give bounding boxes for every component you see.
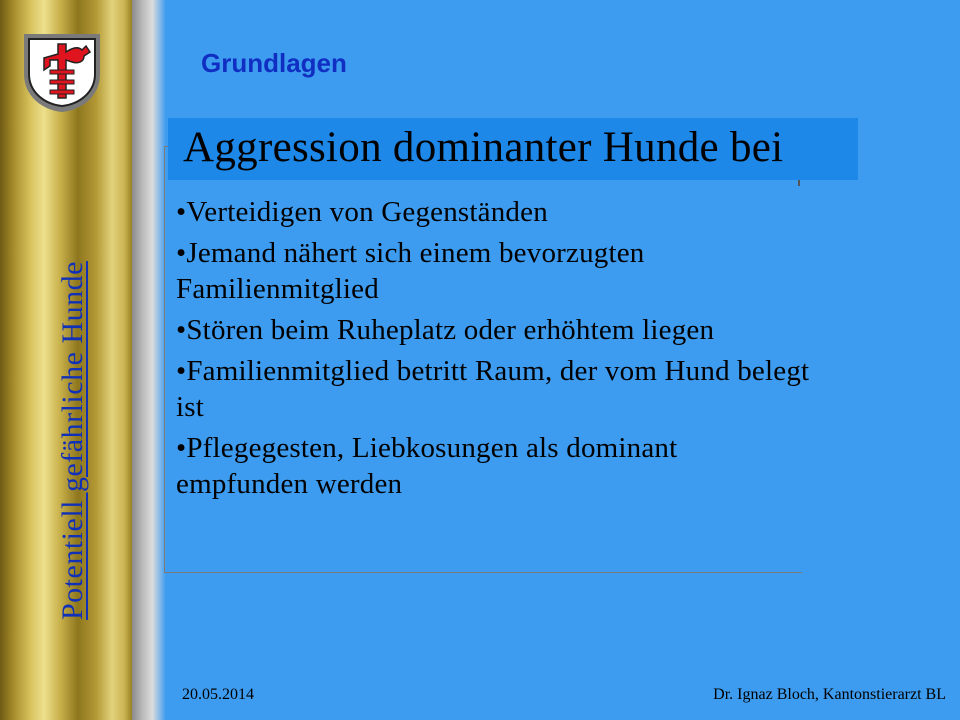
bullet-item: •Jemand nähert sich einem bevorzugten Familienmitglied [176, 237, 645, 305]
footer-author: Dr. Ignaz Bloch, Kantonstierarzt BL [713, 686, 946, 703]
footer-date: 20.05.2014 [182, 686, 254, 703]
bullet-item: •Verteidigen von Gegenständen [176, 196, 548, 228]
bullet-item: •Pflegegesten, Liebkosungen als dominant empfunden werden [176, 432, 678, 500]
bullet-list [176, 194, 816, 507]
slide-heading: Aggression dominanter Hunde bei [183, 124, 784, 171]
coat-of-arms-icon [20, 30, 104, 114]
vertical-presentation-title: Potentiell gefährliche Hunde [56, 261, 89, 620]
bullet-item: •Stören beim Ruheplatz oder erhöhtem liegen [176, 314, 715, 346]
sidebar-shadow [132, 0, 166, 720]
section-title: Grundlagen [201, 48, 347, 78]
frame-tick [798, 180, 800, 186]
bullet-item: •Familienmitglied betritt Raum, der vom Hund belegt ist [176, 355, 810, 423]
